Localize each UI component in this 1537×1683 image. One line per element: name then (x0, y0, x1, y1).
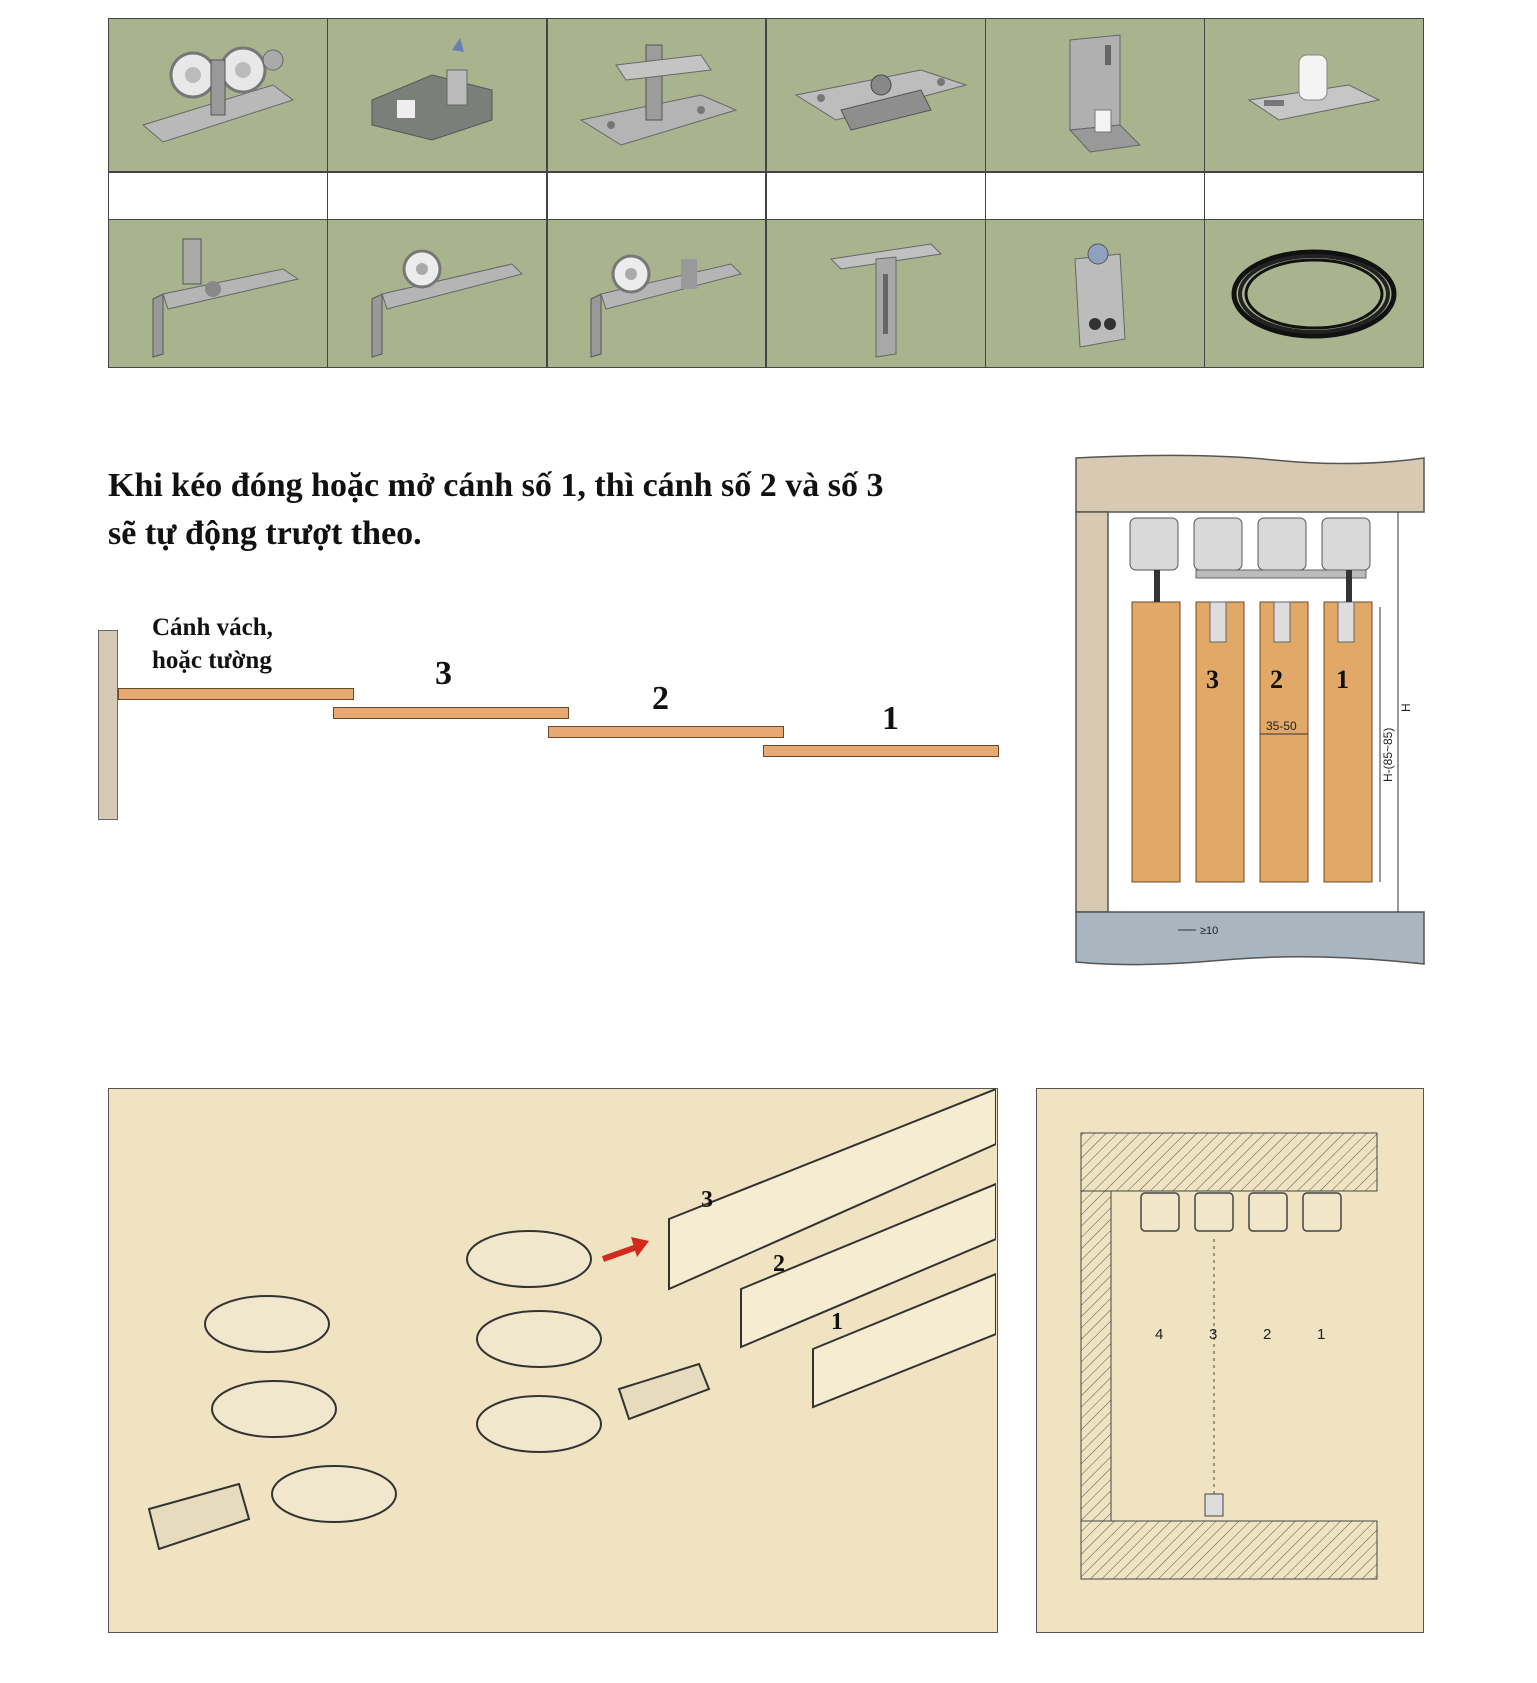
stopper-block-icon (1000, 229, 1190, 359)
track-heads (1130, 518, 1370, 578)
ceiling-hatch (1081, 1133, 1377, 1191)
linkage-roller-icon (342, 229, 532, 359)
floor (1076, 912, 1424, 965)
track-label-1: 1 (831, 1309, 843, 1335)
plan-tracks (1141, 1193, 1341, 1231)
plan-label-1: 1 (1317, 1326, 1326, 1343)
heading-line-2: sẽ tự động trượt theo. (108, 515, 422, 552)
linkage-roller-2-icon (561, 229, 751, 359)
wall-label-line-2: hoặc tường (152, 647, 272, 674)
part-linkage-roller (328, 220, 546, 367)
part-pivot-plate (767, 19, 985, 171)
plan-label-2: 2 (1263, 1326, 1272, 1343)
roller-carriages (205, 1231, 601, 1522)
part-floor-guide (1205, 19, 1423, 171)
dim-floor-label: ≥10 (1200, 925, 1219, 937)
part-roller-hanger (109, 19, 327, 171)
heading-line-1: Khi kéo đóng hoặc mở cánh số 1, thì cánh số 2 và số 3 (108, 467, 884, 504)
cross-section-diagram (1074, 452, 1426, 970)
angle-bracket-icon (1000, 30, 1190, 160)
parts-grid (108, 18, 1424, 368)
pivot-plate-icon (781, 30, 971, 160)
part-steel-cable-coil (1205, 220, 1423, 367)
board-2 (548, 726, 784, 738)
part-t-bracket (767, 220, 985, 367)
ceiling (1076, 455, 1424, 512)
roller-hanger-icon (123, 30, 313, 160)
stack-number-3: 3 (435, 655, 452, 692)
blank-cell (767, 173, 985, 219)
track-label-3: 3 (701, 1187, 713, 1213)
blank-cell (986, 173, 1204, 219)
part-stopper-block (986, 220, 1204, 367)
doors (1132, 570, 1372, 882)
exploded-view-drawing (109, 1089, 996, 1631)
part-guide-clamp (328, 19, 546, 171)
part-stud-plate (548, 19, 766, 171)
red-arrow-icon (603, 1237, 649, 1259)
stud-plate-icon (561, 30, 751, 160)
wall-hatch (1081, 1191, 1111, 1521)
t-bracket-icon (781, 229, 971, 359)
wall-label-line-1: Cánh vách, (152, 614, 273, 641)
board-3 (333, 707, 569, 719)
plan-view-drawing (1037, 1089, 1422, 1631)
description-heading (108, 462, 1008, 558)
blank-cell (328, 173, 546, 219)
stack-number-1: 1 (882, 700, 899, 737)
exploded-view-panel (108, 1088, 998, 1633)
linkage-bracket-icon (123, 229, 313, 359)
floor-guide-pin (1205, 1494, 1223, 1516)
board-wall (118, 688, 354, 700)
blank-cell (548, 173, 766, 219)
door-label-3: 3 (1206, 665, 1219, 694)
stack-number-2: 2 (652, 680, 669, 717)
floor-guide-icon (1219, 30, 1409, 160)
plan-label-4: 4 (1155, 1326, 1164, 1343)
side-wall (1076, 512, 1108, 912)
dim-gap-label: 35-50 (1266, 719, 1297, 733)
blank-cell (1205, 173, 1423, 219)
dim-height-label: H-(85~85) (1381, 727, 1395, 782)
part-linkage-roller-2 (548, 220, 766, 367)
tracks (669, 1089, 996, 1407)
cable-coil-icon (1219, 229, 1409, 359)
guide-clamp-icon (342, 30, 532, 160)
part-angle-bracket-guide (986, 19, 1204, 171)
board-1 (763, 745, 999, 757)
plan-view-panel (1036, 1088, 1424, 1633)
plan-label-3: 3 (1209, 1326, 1218, 1343)
wall (98, 630, 118, 820)
blank-cell (109, 173, 327, 219)
dim-h-label: H (1399, 703, 1413, 712)
floor-hatch (1081, 1521, 1377, 1579)
part-linkage-bracket (109, 220, 327, 367)
door-label-2: 2 (1270, 665, 1283, 694)
track-label-2: 2 (773, 1251, 785, 1277)
door-label-1: 1 (1336, 665, 1349, 694)
